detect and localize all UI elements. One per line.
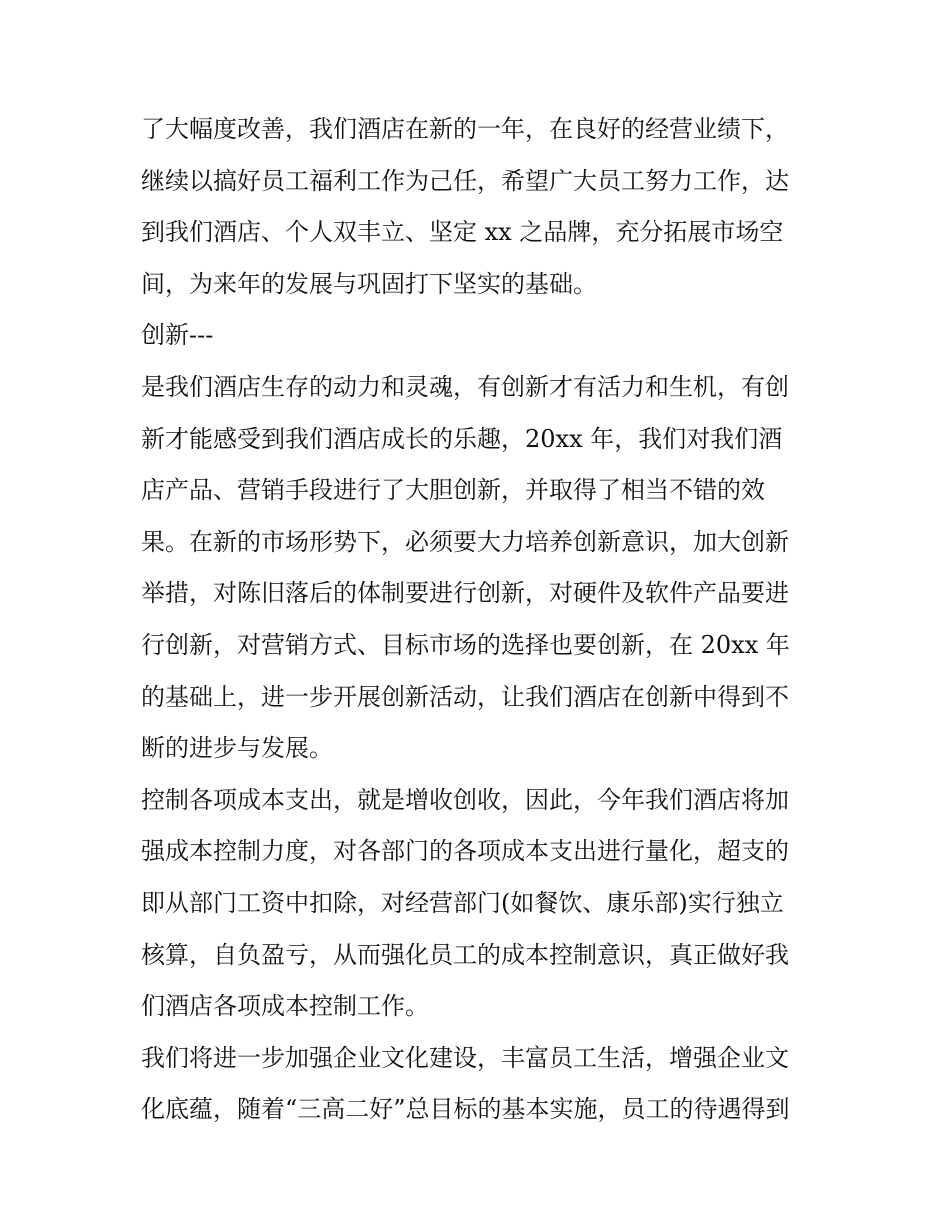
text-line: 继续以搞好员工福利工作为己任，希望广大员工努力工作，达 xyxy=(141,166,789,195)
text-line: 举措，对陈旧落后的体制要进行创新，对硬件及软件产品要进 xyxy=(141,579,789,608)
text-line: 到我们酒店、个人双丰立、坚定 xx 之品牌，充分拓展市场空 xyxy=(141,218,784,247)
text-line: 控制各项成本支出，就是增收创收，因此，今年我们酒店将加 xyxy=(141,785,789,814)
text-line: 断的进步与发展。 xyxy=(141,734,333,763)
text-line: 行创新，对营销方式、目标市场的选择也要创新，在 20xx 年 xyxy=(141,630,790,659)
text-line: 们酒店各项成本控制工作。 xyxy=(141,992,429,1021)
text-line: 果。在新的市场形势下，必须要大力培养创新意识，加大创新 xyxy=(141,527,789,556)
text-line: 了大幅度改善，我们酒店在新的一年，在良好的经营业绩下， xyxy=(141,115,789,143)
text-line: 间，为来年的发展与巩固打下坚实的基础。 xyxy=(141,269,597,298)
text-line: 店产品、营销手段进行了大胆创新，并取得了相当不错的效 xyxy=(141,476,765,505)
text-line: 强成本控制力度，对各部门的各项成本支出进行量化，超支的 xyxy=(141,837,789,866)
text-line: 核算，自负盈亏，从而强化员工的成本控制意识，真正做好我 xyxy=(141,940,789,969)
document-body xyxy=(141,104,821,1136)
text-line: 化底蕴，随着“三高二好”总目标的基本实施，员工的待遇得到 xyxy=(141,1095,790,1124)
text-line: 的基础上，进一步开展创新活动，让我们酒店在创新中得到不 xyxy=(141,682,789,711)
text-line: 是我们酒店生存的动力和灵魂，有创新才有活力和生机，有创 xyxy=(141,372,789,401)
text-line: 即从部门工资中扣除，对经营部门(如餐饮、康乐部)实行独立 xyxy=(141,888,784,917)
text-line: 新才能感受到我们酒店成长的乐趣，20xx 年，我们对我们酒 xyxy=(141,424,783,453)
section-heading: 创新--- xyxy=(141,321,214,350)
text-line: 我们将进一步加强企业文化建设，丰富员工生活，增强企业文 xyxy=(141,1043,789,1072)
